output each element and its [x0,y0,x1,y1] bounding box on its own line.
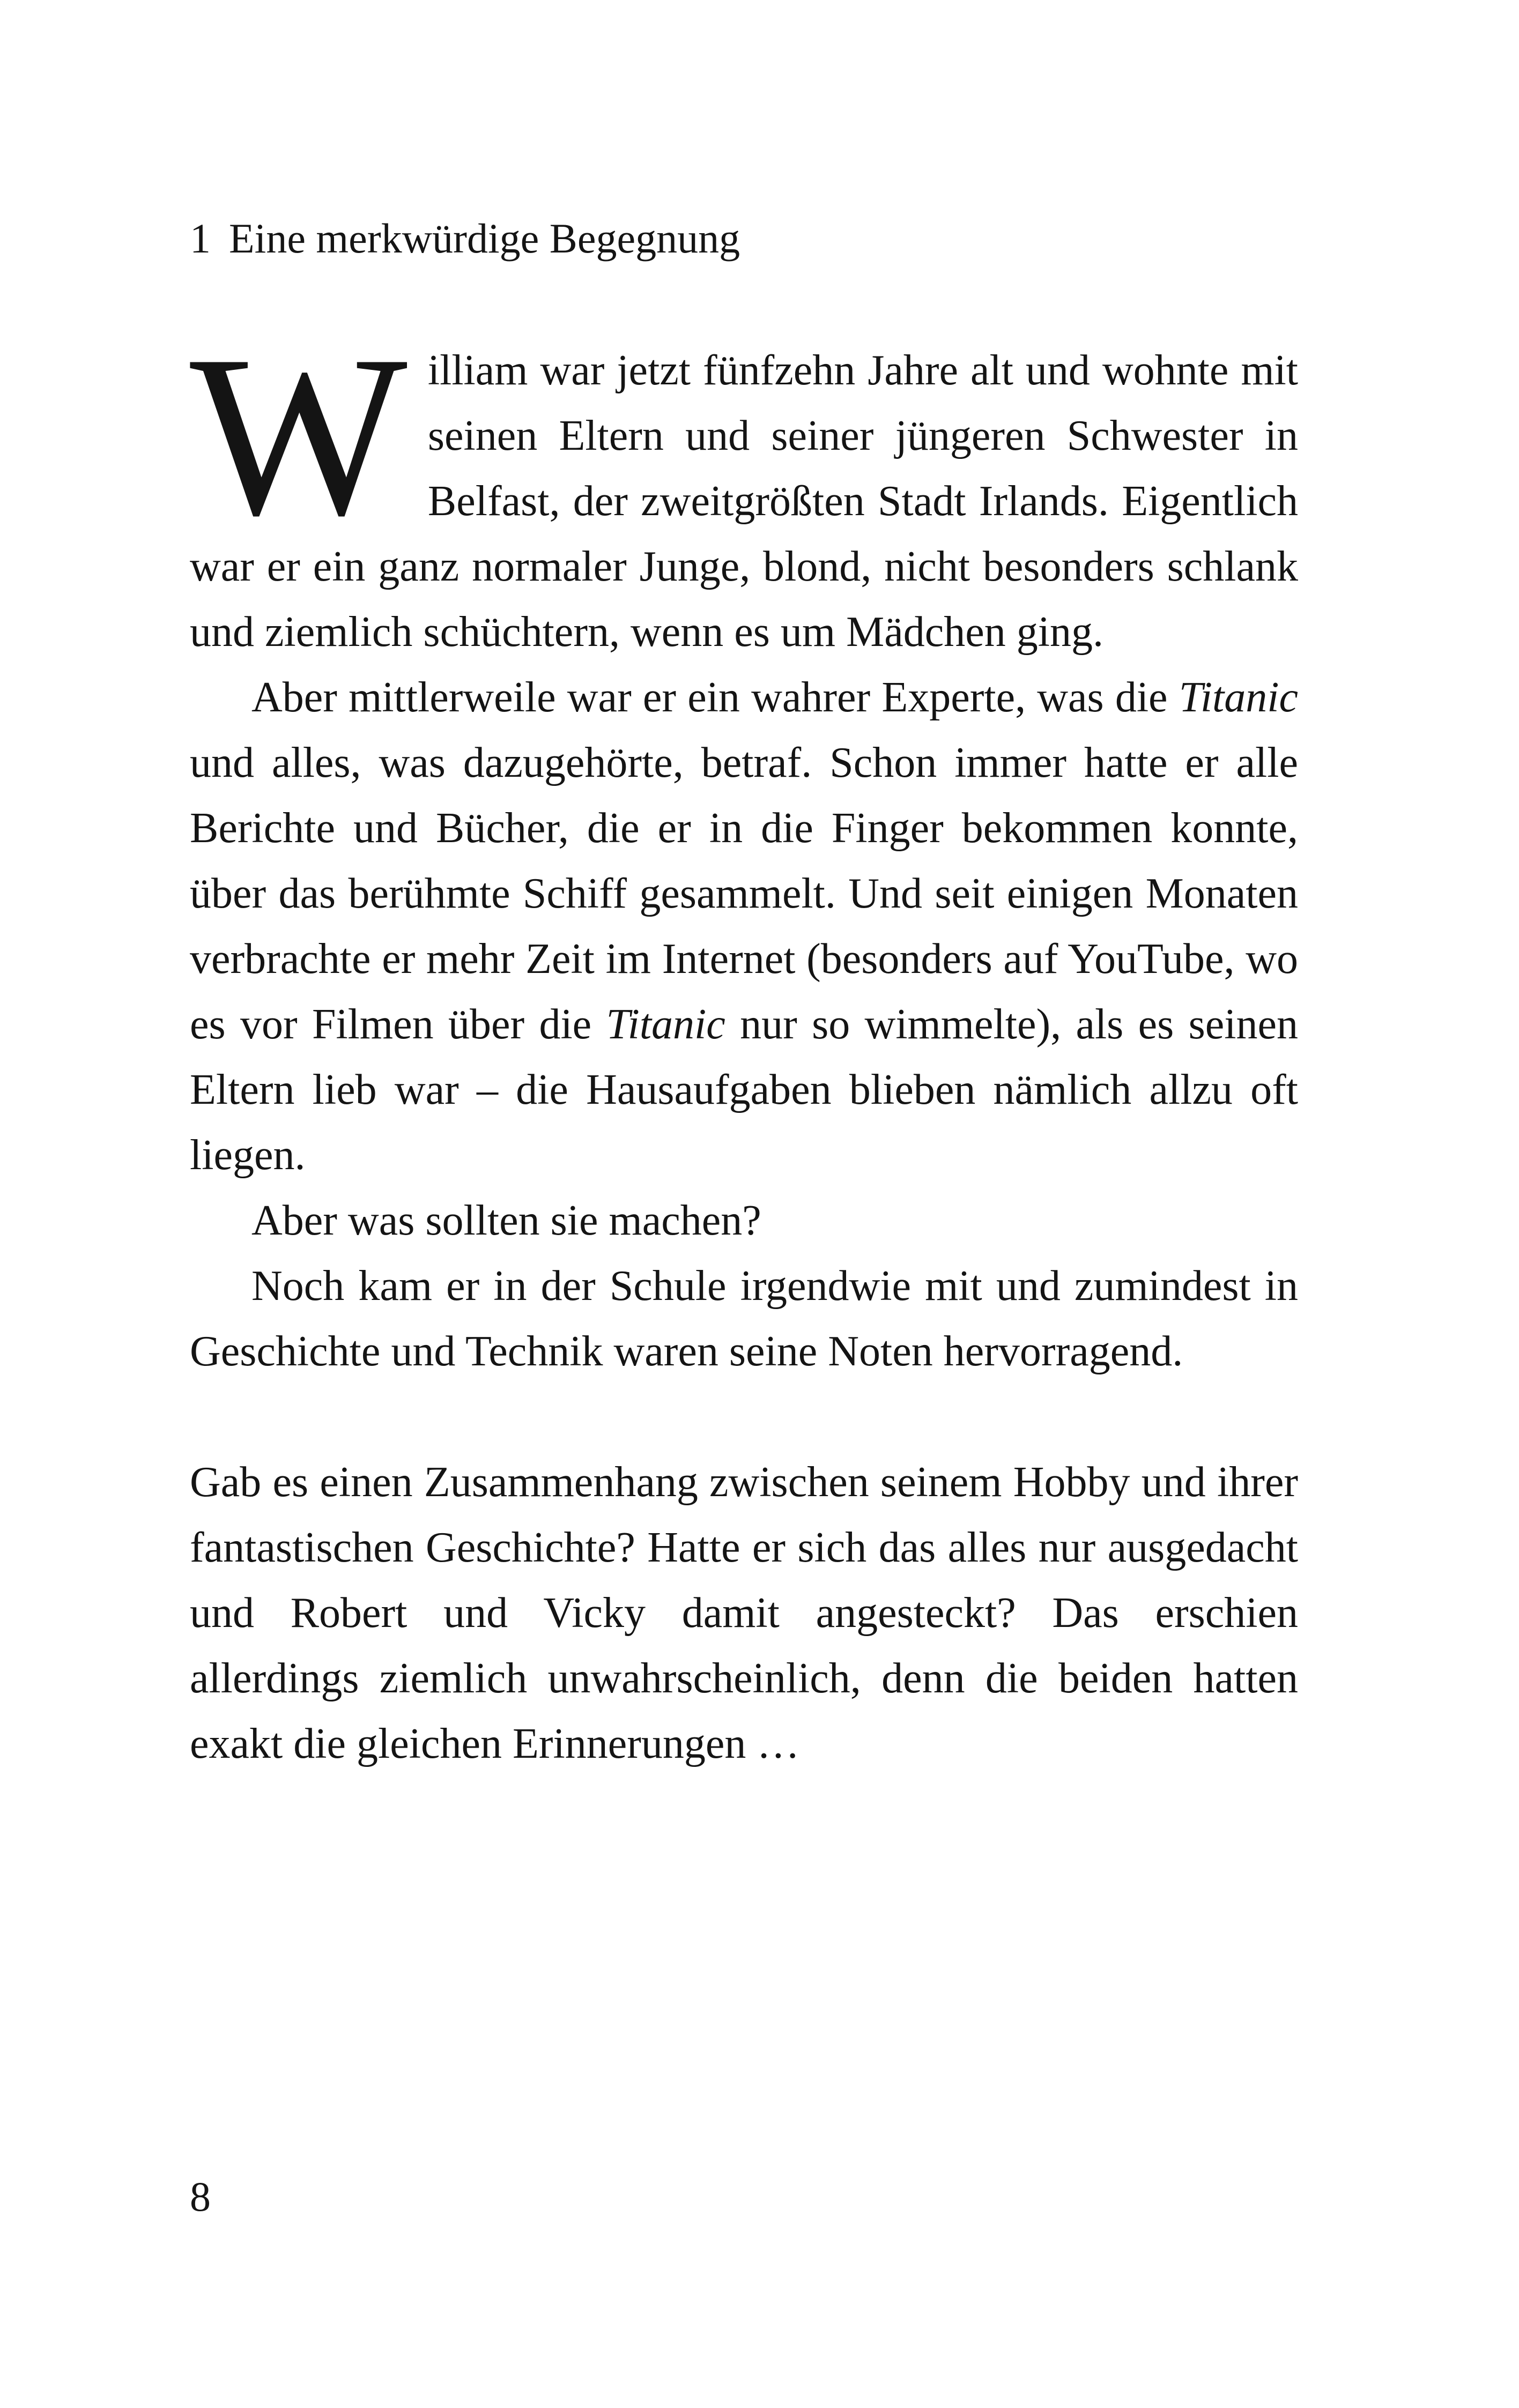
closing-paragraph: Gab es einen Zusammenhang zwischen seinem Hobby und ihrer fantastischen Geschichte? Hatte er sich das alles nur ausgedacht und Robert und Vicky damit angesteckt? Das erschien allerdings ziemlich unwahrscheinlich, denn die beiden hatten exakt die gleichen Erinnerungen … [190,1459,1298,1767]
titanic-paragraph-text-2: und alles, was dazugehörte, betraf. Schon immer hatte er alle Berichte und Bücher, die er in die Finger bekommen konnte, über das berühmte Schiff gesammelt. Und seit einigen Monaten verbrachte er mehr Zeit im Internet (besonders auf YouTube, wo es vor Filmen über die [190,739,1298,1048]
question-paragraph: Aber was sollten sie machen? [251,1197,761,1244]
titanic-paragraph [190,665,1298,1188]
drop-cap: W [190,308,407,563]
page-number: 8 [190,2173,211,2220]
titanic-paragraph-text-1: Aber mittlerweile war er ein wahrer Experte, was die [251,674,1179,721]
opening-paragraph-text: illiam war jetzt fünfzehn Jahre alt und wohnte mit seinen Eltern und seiner jüngeren Schwester in Belfast, der zweitgrößten Stadt Irlands. Eigentlich war er ein ganz normaler Junge, blond, nicht besonders schlank und ziemlich schüchtern, wenn es um Mädchen ging. [190,347,1298,656]
opening-paragraph [190,308,1298,665]
titanic-italic-1: Titanic [1179,674,1298,721]
chapter-heading [190,209,1298,268]
chapter-number: 1 [190,215,211,262]
page-body [190,308,1299,1777]
chapter-title: Eine merkwürdige Begegnung [229,215,740,262]
titanic-paragraph-text-3: nur so wimmelte), als es seinen Eltern lieb war – die Hausaufgaben blieben nämlich allzu oft liegen. [190,1001,1299,1179]
school-paragraph: Noch kam er in der Schule irgendwie mit und zumindest in Geschichte und Technik waren seine Noten hervorragend. [190,1262,1298,1375]
titanic-italic-2: Titanic [606,1001,725,1048]
